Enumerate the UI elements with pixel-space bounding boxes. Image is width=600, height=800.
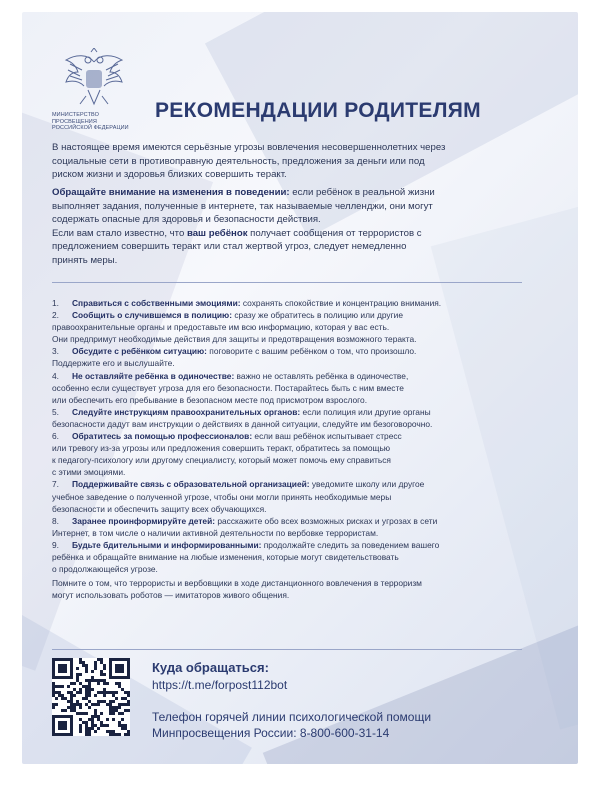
recommendation-text: сохранять спокойствие и концентрацию внимания. xyxy=(240,298,442,308)
recommendation-text: продолжайте следить за поведением вашего xyxy=(261,539,440,550)
attention-line: содержать опасные для здоровья и безопасности действия. xyxy=(52,214,321,225)
recommendation-heading: Обсудите с ребёнком ситуацию: xyxy=(72,346,207,357)
attention-text: Если вам стало известно, что xyxy=(52,227,187,239)
recommendation-number: 9. xyxy=(52,539,59,550)
attention-line: принять меры. xyxy=(52,254,118,266)
recommendation-text: если полиция или другие органы xyxy=(300,406,431,417)
contacts-title: Куда обращаться: xyxy=(152,660,269,675)
attention-line: предложением совершить теракт или стал жертвой угроз, следует немедленно xyxy=(52,241,407,252)
divider xyxy=(52,649,522,650)
recommendation-continuation: или тревогу из-за угрозы или предложения совершить теракт, обратитесь за помощью xyxy=(52,443,391,454)
recommendation-text: сразу же обратитесь в полицию или другие xyxy=(232,310,404,321)
attention-line xyxy=(52,186,522,200)
recommendation-continuation: безопасности дадут вам инструкции о действиях в данной ситуации, следуйте им безоговорочно. xyxy=(52,418,433,429)
contacts-link[interactable]: https://t.me/forpost112bot xyxy=(152,678,288,692)
recommendations-list xyxy=(52,297,524,601)
recommendation-text: важно не оставлять ребёнка в одиночестве, xyxy=(234,370,409,381)
recommendation-text: если ваш ребёнок испытывает стресс xyxy=(252,431,402,442)
recommendation-continuation: Они предпримут необходимые действия для защиты и предотвращения возможного теракта. xyxy=(52,334,417,345)
recommendation-continuation: безопасности и обеспечить защиту всех обучающихся. xyxy=(52,503,267,514)
recommendation-continuation: Поддержите его и выслушайте. xyxy=(52,358,175,369)
recommendation-item xyxy=(52,406,524,418)
intro-line: В настоящее время имеются серьёзные угрозы вовлечения несовершеннолетних через xyxy=(52,142,446,153)
recommendation-continuation: правоохранительные органы и предоставьте им всю информацию, которая у вас есть. xyxy=(52,322,390,333)
recommendation-continuation: о продолжающейся угрозе. xyxy=(52,564,158,575)
recommendation-number: 8. xyxy=(52,515,59,526)
ministry-emblem-icon xyxy=(58,48,130,110)
recommendation-number: 2. xyxy=(52,310,59,321)
attention-line xyxy=(52,227,522,241)
recommendation-number: 4. xyxy=(52,370,59,381)
recommendation-number: 3. xyxy=(52,346,59,357)
recommendation-heading: Следуйте инструкциям правоохранительных органов: xyxy=(72,406,301,417)
recommendation-item xyxy=(52,539,524,551)
recommendation-heading: Сообщить о случившемся в полицию: xyxy=(72,310,233,321)
recommendation-text: уведомите школу или другое xyxy=(309,479,425,490)
page-title: РЕКОМЕНДАЦИИ РОДИТЕЛЯМ xyxy=(155,99,481,122)
recommendation-number: 1. xyxy=(52,298,59,308)
attention-text: получает сообщения от террористов с xyxy=(247,227,422,239)
recommendation-item xyxy=(52,309,524,321)
hotline-line: Минпросвещения России: 8-800-600-31-14 xyxy=(152,726,390,740)
bottom-margin xyxy=(0,770,600,800)
intro-line: социальные сети в противоправную деятельность, предложения за деньги или под xyxy=(52,155,425,167)
recommendation-heading: Справиться с собственными эмоциями: xyxy=(72,298,241,308)
recommendation-heading: Не оставляйте ребёнка в одиночестве: xyxy=(72,370,235,381)
recommendation-text: поговорите с вашим ребёнком о том, что произошло. xyxy=(206,346,417,357)
recommendation-continuation: или обеспечить его пребывание в безопасном месте под присмотром взрослого. xyxy=(52,394,368,405)
recommendation-continuation: с этими эмоциями. xyxy=(52,467,126,478)
recommendation-continuation: к педагогу-психологу или другому специалисту, который может помочь ему справиться xyxy=(52,455,391,466)
recommendation-number: 6. xyxy=(52,431,59,442)
qr-code-icon xyxy=(52,658,130,736)
recommendation-item xyxy=(52,370,524,382)
recommendation-item xyxy=(52,430,524,442)
attention-line: выполняет задания, полученные в интернете, так называемые челленджи, они могут xyxy=(52,200,433,212)
recommendation-continuation: особенно если существует угроза для его безопасности. Постарайтесь быть с ним вместе xyxy=(52,382,404,393)
divider xyxy=(52,282,522,283)
recommendation-heading: Поддерживайте связь с образовательной организацией: xyxy=(72,479,310,490)
closing-line: Помните о том, что террористы и вербовщики в ходе дистанционного вовлечения в терроризм xyxy=(52,578,422,589)
recommendation-heading: Обратитесь за помощью профессионалов: xyxy=(72,431,253,442)
recommendation-heading: Будьте бдительными и информированными: xyxy=(72,539,262,550)
recommendation-continuation: Интернет, в том числе о наличии активной деятельности по вербовке террористам. xyxy=(52,527,379,538)
recommendation-heading: Заранее проинформируйте детей: xyxy=(72,515,216,526)
attention-block xyxy=(52,186,522,267)
hotline-text xyxy=(152,709,532,741)
recommendation-text: расскажите обо всех возможных рисках и угрозах в сети xyxy=(215,515,438,526)
recommendation-continuation: ребёнка и обращайте внимание на любые изменения, которые могут свидетельствовать xyxy=(52,551,399,562)
recommendation-number: 7. xyxy=(52,479,59,490)
recommendation-item xyxy=(52,515,524,527)
closing-line: могут использовать роботов — имитаторов живого общения. xyxy=(52,590,290,601)
recommendation-item xyxy=(52,297,524,309)
recommendation-number: 5. xyxy=(52,406,59,417)
attention-bold: ваш ребёнок xyxy=(186,227,248,239)
attention-lead: Обращайте внимание на изменения в поведении: xyxy=(52,187,290,198)
recommendation-continuation: учебное заведение о полученной угрозе, чтобы они могли принять необходимые меры xyxy=(52,491,392,502)
intro-line: риском жизни и здоровья близких совершить теракт. xyxy=(52,169,287,180)
recommendation-item xyxy=(52,345,524,357)
ministry-name: МИНИСТЕРСТВО ПРОСВЕЩЕНИЯ РОССИЙСКОЙ ФЕДЕРАЦИИ xyxy=(52,112,129,131)
hotline-line: Телефон горячей линии психологической помощи xyxy=(152,710,432,724)
attention-text: если ребёнок в реальной жизни xyxy=(289,187,435,198)
recommendation-item xyxy=(52,478,524,490)
intro-paragraph xyxy=(52,141,522,182)
